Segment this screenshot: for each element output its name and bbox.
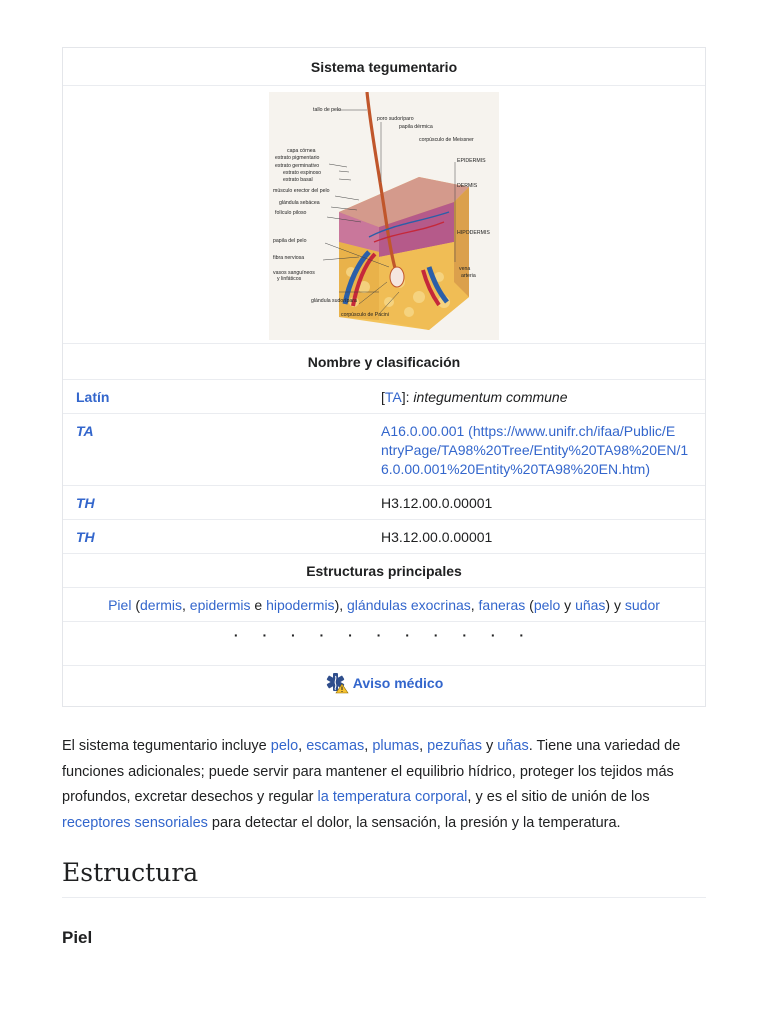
link-sudor[interactable]: sudor [624,597,660,613]
para-t1: El sistema tegumentario incluye [62,738,271,754]
th-key-2[interactable] [63,520,381,553]
section-heading-estructura: Estructura [62,858,706,898]
th-value-1: H3.12.00.0.00001 [381,495,493,511]
struct-sep-open: ( [131,597,140,613]
label-pacini: corpúsculo de Pacini [341,312,389,318]
label-meissner: corpúsculo de Meissner [419,137,474,143]
row-ta [63,414,705,486]
label-vena: vena [459,266,471,272]
label-poro: poro sudoríparo [377,116,414,122]
ta-link-line1[interactable]: A16.0.00.001 (https://www.unifr.ch/ifaa/Public/E [381,423,676,439]
label-hipodermis: HIPODERMIS [457,230,490,236]
struct-sep-c3: , [470,597,479,613]
th-key-2-text[interactable]: TH [76,529,95,545]
struct-sep-c1: , [182,597,190,613]
link-temperatura[interactable]: la temperatura corporal [317,789,468,805]
latin-value-cell [381,380,705,413]
label-epidermis: EPIDERMIS [457,158,486,164]
link-plumas[interactable]: plumas [372,738,420,754]
link-escamas[interactable]: escamas [306,738,365,754]
label-estrato-pigmentario: estrato pigmentario [275,155,320,161]
para-t7: , y es el sitio de unión de los [467,789,650,805]
ta-link-line2[interactable]: ntryPage/TA98%20Tree/Entity%20TA98%20EN/1 [381,442,689,458]
infobox-image-row [63,86,705,344]
link-epidermis[interactable]: epidermis [189,597,251,613]
label-papila-pelo: papila del pelo [273,238,307,244]
link-receptores[interactable]: receptores sensoriales [62,814,208,831]
label-dermis: DERMIS [457,183,478,189]
subsection-heading-piel: Piel [62,928,93,947]
link-pelo[interactable]: pelo [533,597,561,613]
latin-value: integumentum commune [413,389,568,405]
para-t3: , [364,738,373,754]
th-key-1-text[interactable]: TH [76,495,95,511]
label-arteria: arteria [461,273,476,279]
row-th-2 [63,520,705,554]
row-th-1 [63,486,705,520]
label-estrato-basal: estrato basal [283,177,313,183]
label-sudoripara: glándula sudorípara [311,298,357,304]
dots-separator: · · · · · · · · · · · [63,622,705,666]
struct-sep-y1: y [560,597,576,613]
link-glandulas[interactable]: glándulas exocrinas [347,597,471,613]
struct-sep-c2: ), [334,597,348,613]
para-t2: , [298,738,307,754]
latin-bracket-open: [ [381,389,385,405]
row-latin [63,380,705,414]
label-estrato-germinativo: estrato germinativo [275,163,320,169]
ta-link[interactable] [381,423,688,477]
label-fibra: fibra nerviosa [273,255,305,261]
label-capa-cornea: capa córnea [287,148,316,154]
ta-key-text[interactable]: TA [76,423,94,439]
latin-ta-link[interactable]: TA [384,389,402,405]
latin-bracket-rest: ]: [401,389,414,405]
ta-value-cell [381,414,705,485]
label-vasos-1: vasos sanguíneos [273,270,315,276]
th-key-1[interactable] [63,486,381,519]
link-unas[interactable]: uñas [575,597,606,613]
aviso-medico-link[interactable] [325,666,444,700]
label-tallo: tallo de pelo [313,107,341,113]
label-glandula-sebacea: glándula sebácea [279,200,320,206]
link-para-unas[interactable]: uñas [497,738,529,754]
para-t8: para detectar el dolor, la sensación, la presión y la temperatura. [207,814,621,831]
skin-diagram-image[interactable] [269,92,499,340]
label-foliculo: folículo piloso [275,210,307,216]
label-musculo: músculo erector del pelo [273,188,330,194]
label-estrato-espinoso: estrato espinoso [283,170,322,176]
link-piel[interactable]: Piel [108,597,132,613]
para-t4: , [419,738,428,754]
link-faneras[interactable]: faneras [478,597,526,613]
ta-link-line3[interactable]: 6.0.00.001%20Entity%20TA98%20EN.htm) [381,461,651,477]
th-value-2: H3.12.00.0.00001 [381,529,493,545]
nombre-clasificacion-header: Nombre y clasificación [63,344,705,380]
label-vasos-2: y linfáticos [277,276,302,282]
struct-sep-close: ) y [605,597,625,613]
para-t6: . Tiene una variedad de funciones adicionales; puede servir para mantener el equilibrio hídrico, proteger los tejidos más profundos, excretar desechos y regular [62,738,681,805]
aviso-medico-label[interactable]: Aviso médico [352,675,444,691]
infobox-title: Sistema tegumentario [63,48,705,86]
ta-key[interactable] [63,414,381,485]
link-para-pelo[interactable]: pelo [270,738,299,754]
estructuras-list [63,588,705,622]
struct-sep-e: e [250,597,267,613]
para-t5: y [481,738,498,754]
intro-paragraph [62,734,708,836]
label-papila-dermica: papila dérmica [399,124,433,130]
infobox [62,47,706,707]
struct-sep-open2: ( [525,597,534,613]
latin-key[interactable]: Latín [76,389,110,405]
medical-star-warning-icon [325,672,349,694]
link-hipodermis[interactable]: hipodermis [266,597,335,613]
estructuras-header: Estructuras principales [63,554,705,588]
link-dermis[interactable]: dermis [140,597,183,613]
link-pezunas[interactable]: pezuñas [427,738,482,754]
aviso-row [63,666,705,706]
